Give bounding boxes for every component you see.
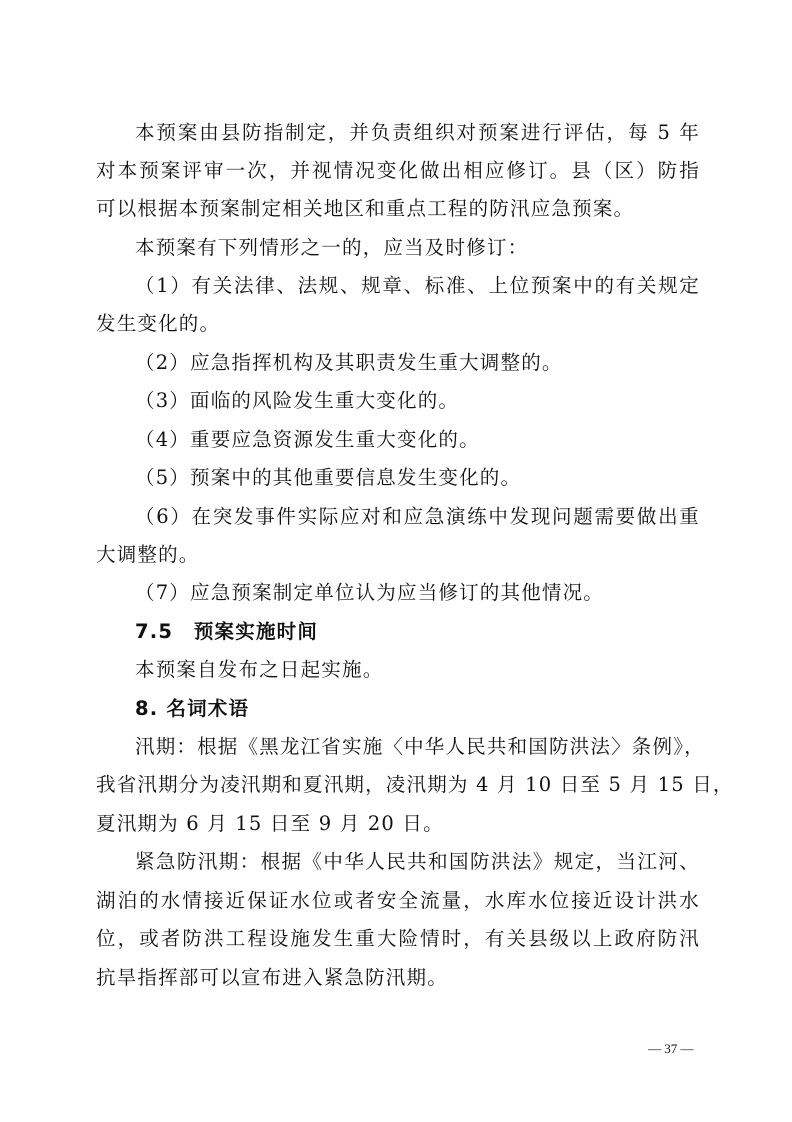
paragraph-emergency-period-line-4: 抗旱指挥部可以宣布进入紧急防汛期。 — [96, 966, 448, 989]
paragraph-effective-date: 本预案自发布之日起实施。 — [135, 658, 384, 681]
paragraph-emergency-period-line-2: 湖泊的水情接近保证水位或者安全流量，水库水位接近设计洪水 — [96, 889, 700, 912]
list-item-2: （2）应急指挥机构及其职责发生重大调整的。 — [135, 351, 563, 374]
paragraph-flood-season-line-1: 汛期：根据《黑龙江省实施〈中华人民共和国防洪法〉条例》， — [135, 735, 705, 758]
paragraph-revision-line-1: 本预案由县防指制定，并负责组织对预案进行评估，每 5 年 — [135, 121, 700, 144]
section-heading-8: 8. 名词术语 — [135, 697, 250, 720]
page-number: — 37 — — [648, 1041, 694, 1056]
paragraph-revision-line-3: 可以根据本预案制定相关地区和重点工程的防汛应急预案。 — [96, 197, 635, 220]
list-item-1-line-2: 发生变化的。 — [96, 312, 221, 335]
list-item-6-line-1: （6）在突发事件实际应对和应急演练中发现问题需要做出重 — [135, 505, 700, 528]
list-item-4: （4）重要应急资源发生重大变化的。 — [135, 428, 480, 451]
list-item-6-line-2: 大调整的。 — [96, 543, 200, 566]
list-item-5: （5）预案中的其他重要信息发生变化的。 — [135, 466, 522, 489]
paragraph-flood-season-line-3: 夏汛期为 6 月 15 日至 9 月 20 日。 — [96, 812, 444, 835]
paragraph-cases-intro: 本预案有下列情形之一的，应当及时修订： — [135, 236, 529, 259]
paragraph-flood-season-line-2: 我省汛期分为凌汛期和夏汛期，凌汛期为 4 月 10 日至 5 月 15 日， — [96, 773, 734, 796]
list-item-3: （3）面临的风险发生重大变化的。 — [135, 389, 460, 412]
paragraph-revision-line-2: 对本预案评审一次，并视情况变化做出相应修订。县（区）防指 — [96, 159, 700, 182]
paragraph-emergency-period-line-3: 位，或者防洪工程设施发生重大险情时，有关县级以上政府防汛 — [96, 927, 700, 950]
list-item-7: （7）应急预案制定单位认为应当修订的其他情况。 — [135, 581, 605, 604]
list-item-1-line-1: （1）有关法律、法规、规章、标准、上位预案中的有关规定 — [135, 274, 700, 297]
section-heading-7-5: 7.5 预案实施时间 — [135, 620, 319, 643]
paragraph-emergency-period-line-1: 紧急防汛期：根据《中华人民共和国防洪法》规定，当江河、 — [135, 850, 700, 873]
